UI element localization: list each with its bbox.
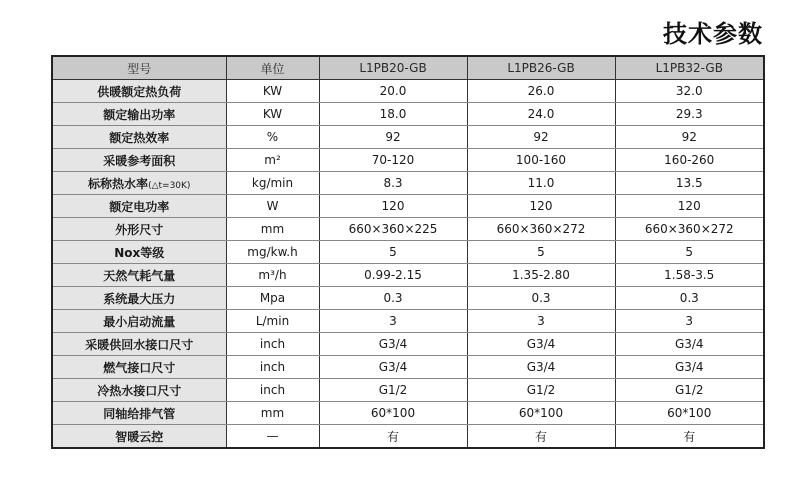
row-value-model-3: G3/4 bbox=[615, 333, 764, 356]
row-value-model-3: 13.5 bbox=[615, 172, 764, 195]
row-value-model-1: 5 bbox=[319, 241, 467, 264]
table-row bbox=[52, 356, 764, 379]
row-value-model-3: G1/2 bbox=[615, 379, 764, 402]
row-value-model-2: 有 bbox=[467, 425, 615, 449]
row-unit: inch bbox=[226, 379, 319, 402]
header-model-3: L1PB32-GB bbox=[615, 56, 764, 80]
table-row bbox=[52, 218, 764, 241]
row-unit: m² bbox=[226, 149, 319, 172]
row-value-model-3: 92 bbox=[615, 126, 764, 149]
row-value-model-2: 26.0 bbox=[467, 80, 615, 103]
row-label-text: 外形尺寸 bbox=[115, 222, 164, 237]
row-label bbox=[52, 241, 226, 264]
row-label bbox=[52, 149, 226, 172]
row-value-model-1: 92 bbox=[319, 126, 467, 149]
table-row bbox=[52, 195, 764, 218]
row-value-model-1: 20.0 bbox=[319, 80, 467, 103]
row-label-text: 额定输出功率 bbox=[103, 107, 176, 122]
row-unit: mm bbox=[226, 218, 319, 241]
row-label bbox=[52, 103, 226, 126]
table-row bbox=[52, 126, 764, 149]
row-label-text: 同轴给排气管 bbox=[103, 406, 176, 421]
row-value-model-2: 5 bbox=[467, 241, 615, 264]
row-value-model-1: G3/4 bbox=[319, 356, 467, 379]
row-unit: inch bbox=[226, 333, 319, 356]
row-value-model-1: 0.99-2.15 bbox=[319, 264, 467, 287]
row-value-model-2: 120 bbox=[467, 195, 615, 218]
row-value-model-2: 100-160 bbox=[467, 149, 615, 172]
header-model-1: L1PB20-GB bbox=[319, 56, 467, 80]
row-label-text: 系统最大压力 bbox=[103, 291, 176, 306]
table-row bbox=[52, 333, 764, 356]
row-label-text: 冷热水接口尺寸 bbox=[97, 383, 182, 398]
table-row bbox=[52, 379, 764, 402]
row-value-model-1: 60*100 bbox=[319, 402, 467, 425]
table-row bbox=[52, 425, 764, 449]
row-unit: KW bbox=[226, 80, 319, 103]
row-unit: inch bbox=[226, 356, 319, 379]
row-label bbox=[52, 287, 226, 310]
row-value-model-3: 1.58-3.5 bbox=[615, 264, 764, 287]
row-value-model-2: 24.0 bbox=[467, 103, 615, 126]
row-label bbox=[52, 425, 226, 449]
row-label bbox=[52, 356, 226, 379]
table-row bbox=[52, 80, 764, 103]
row-value-model-3: 5 bbox=[615, 241, 764, 264]
table-row bbox=[52, 241, 764, 264]
row-value-model-3: 160-260 bbox=[615, 149, 764, 172]
row-label-text: 燃气接口尺寸 bbox=[103, 360, 176, 375]
row-label-text: 供暖额定热负荷 bbox=[97, 84, 182, 99]
row-label-text: 额定电功率 bbox=[109, 199, 170, 214]
row-value-model-2: G1/2 bbox=[467, 379, 615, 402]
row-label-text: 天然气耗气量 bbox=[103, 268, 176, 283]
row-value-model-2: 1.35-2.80 bbox=[467, 264, 615, 287]
row-label bbox=[52, 310, 226, 333]
row-unit: % bbox=[226, 126, 319, 149]
table-header-row bbox=[52, 56, 764, 80]
row-value-model-3: 29.3 bbox=[615, 103, 764, 126]
row-label bbox=[52, 379, 226, 402]
row-label bbox=[52, 80, 226, 103]
row-unit: m³/h bbox=[226, 264, 319, 287]
header-unit: 单位 bbox=[226, 56, 319, 80]
row-value-model-1: 8.3 bbox=[319, 172, 467, 195]
row-label-text: 最小启动流量 bbox=[103, 314, 176, 329]
row-label-text: 采暖供回水接口尺寸 bbox=[85, 337, 194, 352]
row-value-model-3: 0.3 bbox=[615, 287, 764, 310]
row-value-model-2: 0.3 bbox=[467, 287, 615, 310]
row-label bbox=[52, 333, 226, 356]
row-label bbox=[52, 172, 226, 195]
header-model: 型号 bbox=[52, 56, 226, 80]
row-value-model-3: 32.0 bbox=[615, 80, 764, 103]
row-value-model-3: 有 bbox=[683, 429, 696, 444]
row-value-model-3: 60*100 bbox=[615, 402, 764, 425]
table-row bbox=[52, 264, 764, 287]
row-value-model-2: G3/4 bbox=[467, 356, 615, 379]
row-label bbox=[52, 126, 226, 149]
page-title: 技术参数 bbox=[663, 20, 763, 48]
row-label-text: 智暖云控 bbox=[115, 429, 164, 444]
row-label bbox=[52, 195, 226, 218]
row-value-model-1: 70-120 bbox=[319, 149, 467, 172]
table-row bbox=[52, 103, 764, 126]
spec-table bbox=[51, 55, 765, 449]
table-row bbox=[52, 310, 764, 333]
row-unit: Mpa bbox=[226, 287, 319, 310]
row-value-model-1: G3/4 bbox=[319, 333, 467, 356]
row-value-model-1: 3 bbox=[319, 310, 467, 333]
header-model-2: L1PB26-GB bbox=[467, 56, 615, 80]
table-row bbox=[52, 287, 764, 310]
row-value-model-1: G1/2 bbox=[319, 379, 467, 402]
row-unit: — bbox=[226, 425, 319, 449]
row-label bbox=[52, 218, 226, 241]
table-row bbox=[52, 172, 764, 195]
row-value-model-3: 120 bbox=[615, 195, 764, 218]
row-value-model-2: 11.0 bbox=[467, 172, 615, 195]
row-label-note: (△t=30K) bbox=[148, 180, 191, 191]
row-label bbox=[52, 264, 226, 287]
row-label-text: 标称热水率 bbox=[88, 176, 149, 191]
row-value-model-3: G3/4 bbox=[615, 356, 764, 379]
row-unit: L/min bbox=[226, 310, 319, 333]
row-value-model-3: 660×360×272 bbox=[615, 218, 764, 241]
row-unit: W bbox=[226, 195, 319, 218]
row-value-model-2: 660×360×272 bbox=[467, 218, 615, 241]
row-value-model-2: 60*100 bbox=[467, 402, 615, 425]
row-value-model-1: 有 bbox=[319, 425, 467, 449]
row-value-model-1: 0.3 bbox=[319, 287, 467, 310]
row-label-text: 额定热效率 bbox=[109, 130, 170, 145]
row-unit: mm bbox=[226, 402, 319, 425]
row-value-model-1: 120 bbox=[319, 195, 467, 218]
row-unit: kg/min bbox=[226, 172, 319, 195]
table-row bbox=[52, 149, 764, 172]
row-value-model-2: 3 bbox=[467, 310, 615, 333]
row-label-text: 采暖参考面积 bbox=[103, 153, 176, 168]
row-value-model-1: 660×360×225 bbox=[319, 218, 467, 241]
row-value-model-3: 3 bbox=[615, 310, 764, 333]
row-unit: mg/kw.h bbox=[226, 241, 319, 264]
table-row bbox=[52, 402, 764, 425]
row-value-model-2: G3/4 bbox=[467, 333, 615, 356]
row-label-text: Nox等级 bbox=[114, 245, 165, 260]
row-unit: KW bbox=[226, 103, 319, 126]
row-value-model-2: 92 bbox=[467, 126, 615, 149]
row-value-model-1: 18.0 bbox=[319, 103, 467, 126]
row-label bbox=[52, 402, 226, 425]
